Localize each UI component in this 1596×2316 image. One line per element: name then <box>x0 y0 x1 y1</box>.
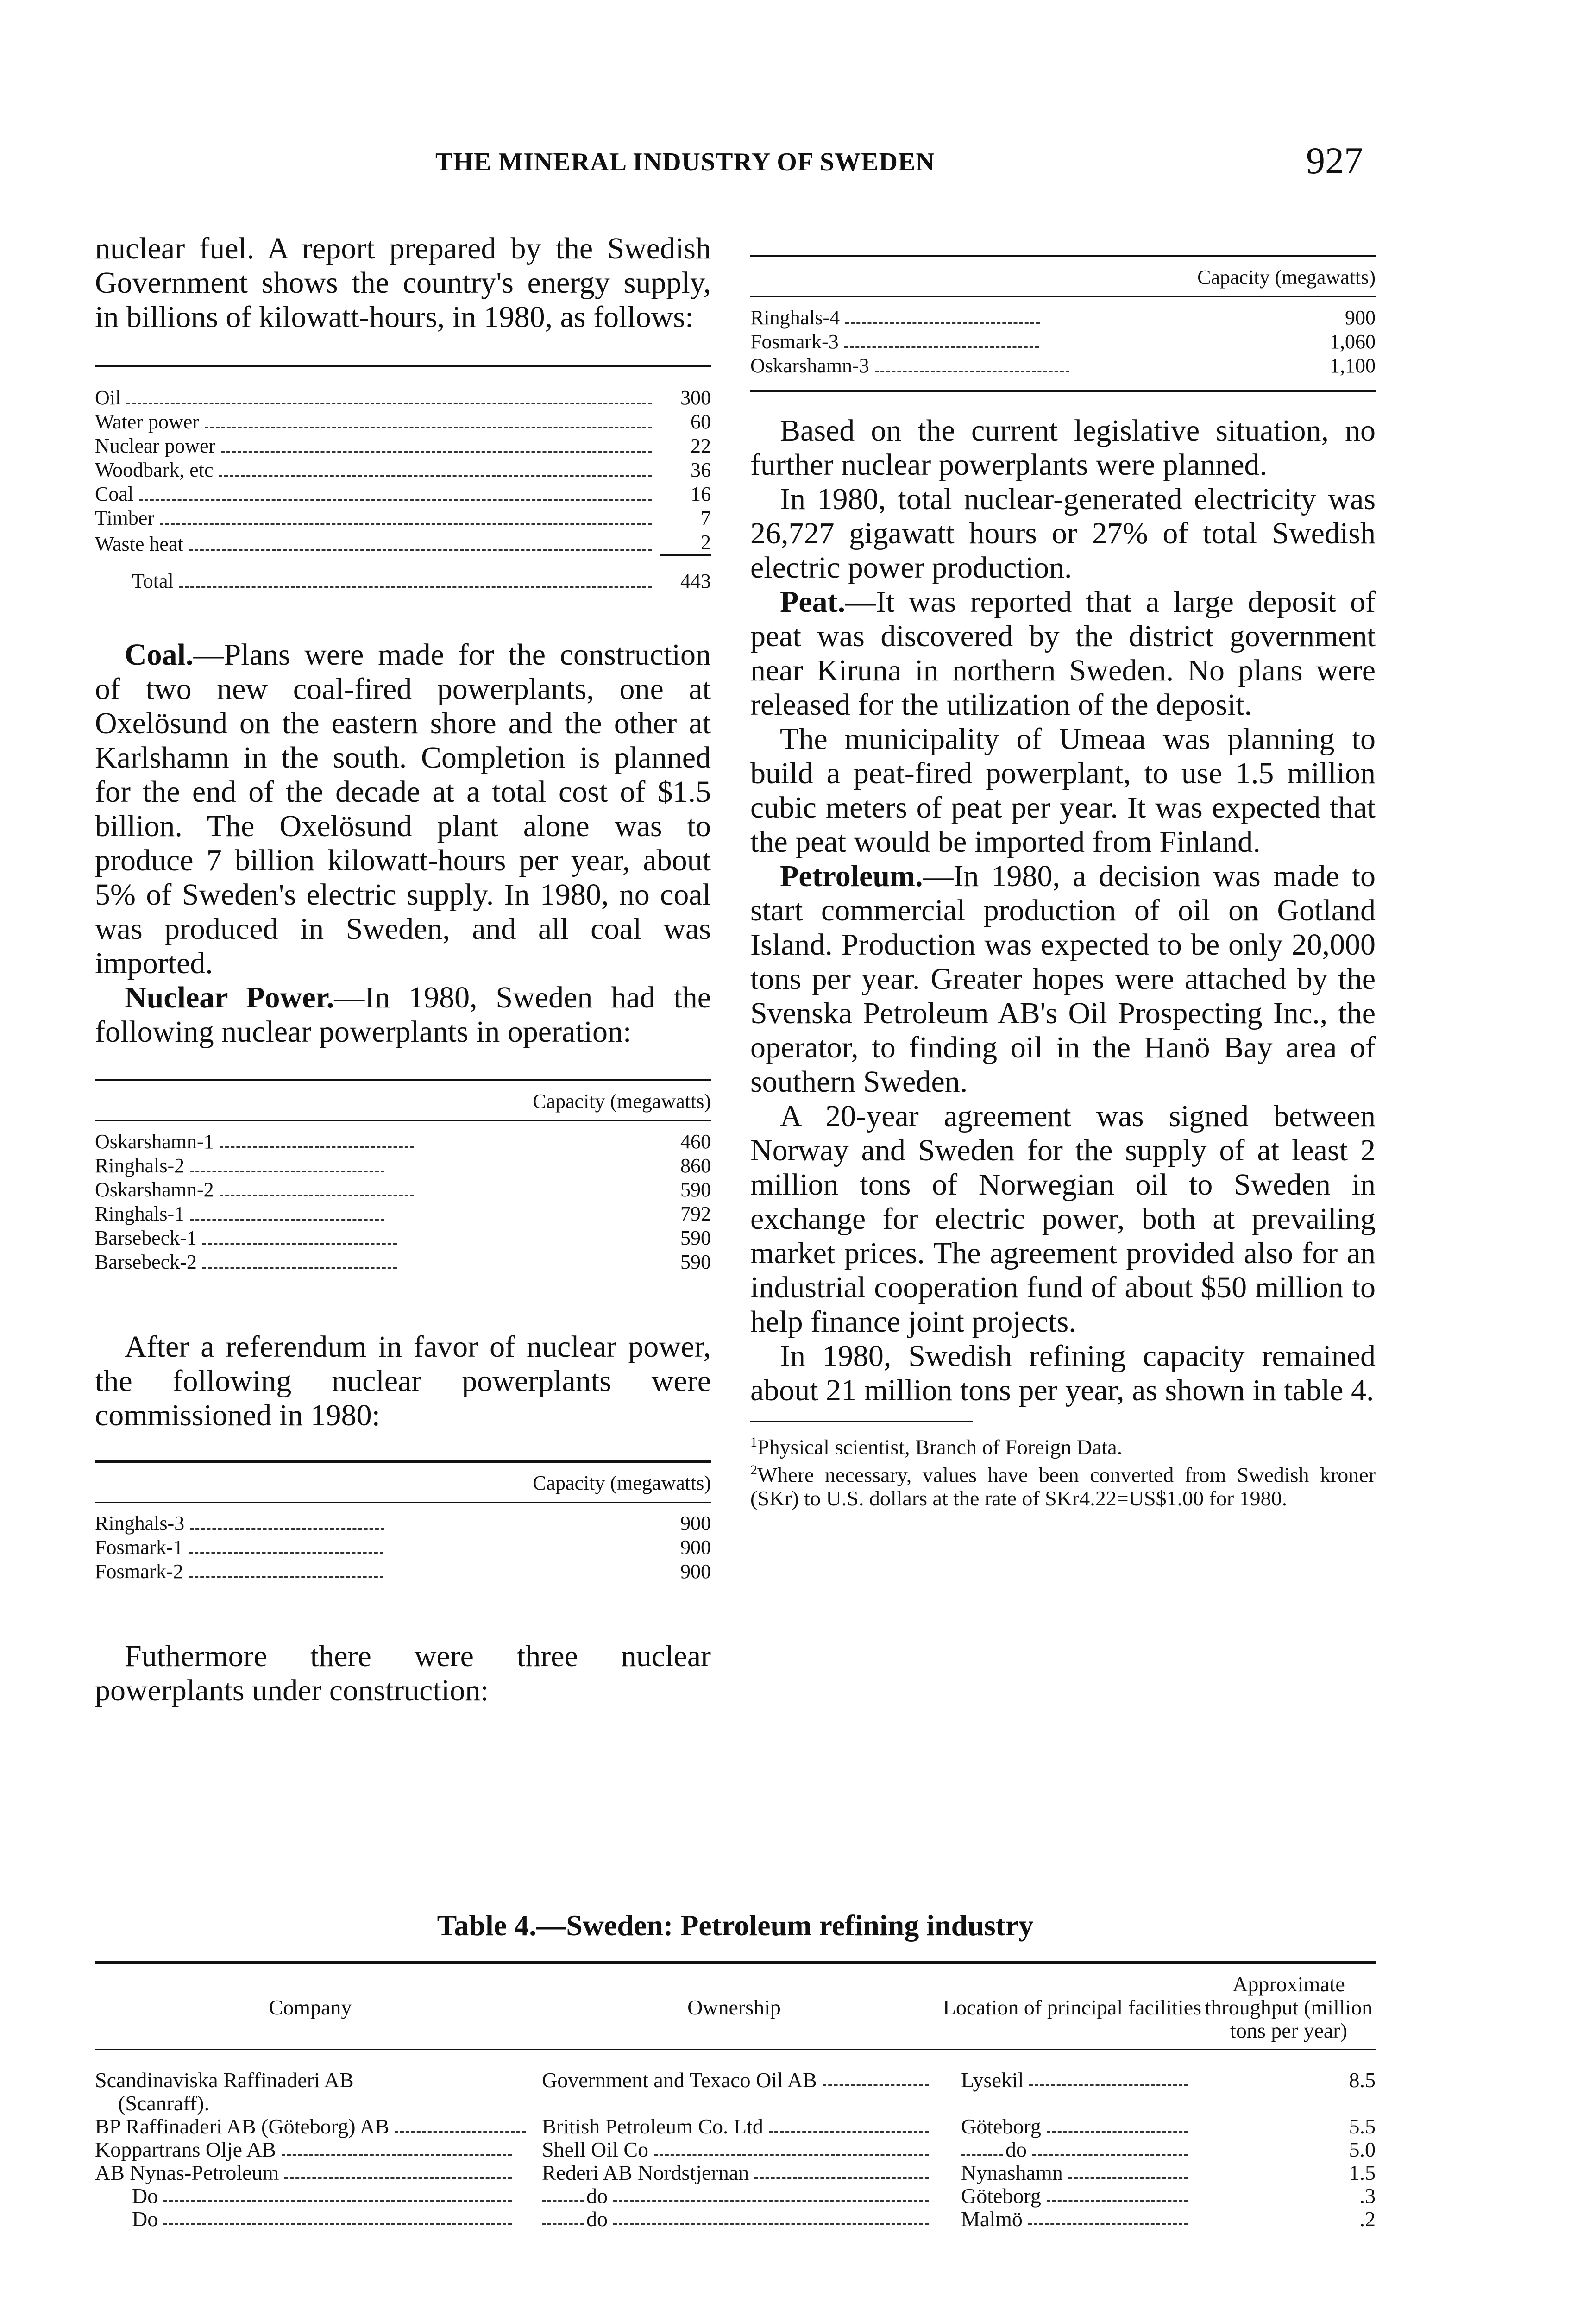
table-total-row: Total 443 <box>132 570 711 592</box>
table-row: Oskarshamn-2 590 <box>95 1178 711 1201</box>
table-row: Ringhals-1 792 <box>95 1202 711 1225</box>
petroleum-heading: Petroleum. <box>780 859 923 893</box>
table-header-row <box>95 1964 1376 2049</box>
table-row: Nuclear power 22 <box>95 434 711 457</box>
construction-plants-table <box>750 255 1376 392</box>
right-column <box>750 218 1376 1510</box>
table-row: Scandinaviska Raffinaderi AB (Scanraff). Government and Texaco Oil AB Lysekil 8.5 <box>95 2068 1376 2115</box>
page-header <box>0 139 1596 190</box>
peat-paragraph: Peat.—It was reported that a large deposit of peat was discovered by the district government near Kiruna in northern Sweden. No plans were released for the utilization of the deposit. <box>750 585 1376 722</box>
footnote-2: $^2$Where necessary, values have been converted from Swedish kroner (SKr) to U.S. dollars at the rate of SKr4.22=US$1.00 for 1980. <box>750 1462 1376 1510</box>
table-row: Koppartrans Olje AB Shell Oil Co do 5.0 <box>95 2138 1376 2161</box>
legislative-paragraph: Based on the current legislative situation, no further nuclear powerplants were planned. <box>750 414 1376 482</box>
table-row: Do do Malmö .2 <box>132 2207 1376 2231</box>
left-column <box>95 218 711 1708</box>
header-company: Company <box>269 1995 352 2019</box>
commissioned-plants-table <box>95 1460 711 1584</box>
coal-paragraph: Coal.—Plans were made for the construction of two new coal-fired powerplants, one at Oxelösund on the eastern shore and the other at Karlshamn in the south. Completion is planned for the end of the decade at a total cost of $1.5 billion. The Oxelösund plant alone was to produce 7 billion kilowatt-hours per year, about 5% of Sweden's electric supply. In 1980, no coal was produced in Sweden, and all coal was imported. <box>95 638 711 980</box>
table-row: Fosmark-1 900 <box>95 1536 711 1559</box>
construction-paragraph: Futhermore there were three nuclear powerplants under construction: <box>95 1639 711 1707</box>
table-row: Timber 7 <box>95 507 711 529</box>
table-row: AB Nynas-Petroleum Rederi AB Nordstjernan Nynashamn 1.5 <box>95 2161 1376 2184</box>
header-throughput: Approximate throughput (million tons per year) <box>1205 1972 1373 2042</box>
header-ownership: Ownership <box>687 1995 781 2019</box>
table-row: Fosmark-3 1,060 <box>750 330 1376 353</box>
table-row: BP Raffinaderi AB (Göteborg) AB British Petroleum Co. Ltd Göteborg 5.5 <box>95 2115 1376 2138</box>
capacity-header: Capacity (megawatts) <box>1197 266 1376 289</box>
table-row: Do do Göteborg .3 <box>132 2184 1376 2208</box>
table-row: Waste heat 2 <box>95 531 711 555</box>
table-row: Oskarshamn-1 460 <box>95 1130 711 1153</box>
table-row: Ringhals-4 900 <box>750 306 1376 329</box>
header-location: Location of principal facilities <box>943 1995 1202 2019</box>
table-row: Oil 300 <box>95 386 711 409</box>
footnote-rule <box>750 1421 973 1422</box>
refining-paragraph: In 1980, Swedish refining capacity remained about 21 million tons per year, as shown in table 4. <box>750 1339 1376 1407</box>
table-row: Oskarshamn-3 1,100 <box>750 354 1376 377</box>
page-number: 927 <box>1306 139 1363 182</box>
intro-paragraph: nuclear fuel. A report prepared by the Swedish Government shows the country's energy supply, in billions of kilowatt-hours, in 1980, as follows: <box>95 232 711 334</box>
table-row: Barsebeck-1 590 <box>95 1227 711 1249</box>
running-title: THE MINERAL INDUSTRY OF SWEDEN <box>435 148 935 176</box>
energy-rows <box>95 386 711 593</box>
nuclear-paragraph: Nuclear Power.—In 1980, Sweden had the following nuclear powerplants in operation: <box>95 981 711 1049</box>
umeaa-paragraph: The municipality of Umeaa was planning to build a peat-fired powerplant, to use 1.5 million cubic meters of peat per year. It was expected that the peat would be imported from Finland. <box>750 722 1376 859</box>
footnote-1: $^1$Physical scientist, Branch of Foreign Data. <box>750 1435 1123 1459</box>
capacity-header: Capacity (megawatts) <box>533 1472 711 1494</box>
operating-plants-table <box>95 1079 711 1274</box>
peat-heading: Peat. <box>780 585 846 619</box>
table-row: Woodbark, etc 36 <box>95 459 711 481</box>
refining-industry-table <box>95 1908 1376 2231</box>
referendum-paragraph: After a referendum in favor of nuclear power, the following nuclear powerplants were commissioned in 1980: <box>95 1330 711 1432</box>
coal-heading: Coal. <box>125 638 194 672</box>
table-row: Ringhals-3 900 <box>95 1512 711 1535</box>
capacity-header: Capacity (megawatts) <box>533 1090 711 1113</box>
table-top-rule <box>95 365 711 367</box>
energy-supply-table <box>95 365 711 593</box>
table-row: Fosmark-2 900 <box>95 1560 711 1583</box>
petroleum-paragraph: Petroleum.—In 1980, a decision was made to start commercial production of oil on Gotland Island. Production was expected to be only 20,000 tons per year. Greater hopes were attached by the Svenska Petroleum AB's Oil Prospecting Inc., the operator, to finding oil in the Hanö Bay area of southern Sweden. <box>750 859 1376 1099</box>
agreement-paragraph: A 20-year agreement was signed between Norway and Sweden for the supply of at least 2 million tons of Norwegian oil to Sweden in exchange for electric power, both at prevailing market prices. The agreement provided also for an industrial cooperation fund of about $50 million to help finance joint projects. <box>750 1099 1376 1339</box>
nuclear-electricity-paragraph: In 1980, total nuclear-generated electricity was 26,727 gigawatt hours or 27% of total Swedish electric power production. <box>750 482 1376 585</box>
table-row: Barsebeck-2 590 <box>95 1251 711 1273</box>
nuclear-heading: Nuclear Power. <box>125 981 334 1014</box>
table-row: Ringhals-2 860 <box>95 1154 711 1177</box>
table-row: Coal 16 <box>95 483 711 505</box>
table-title: Table 4.—Sweden: Petroleum refining industry <box>437 1909 1034 1942</box>
table-row: Water power 60 <box>95 410 711 433</box>
